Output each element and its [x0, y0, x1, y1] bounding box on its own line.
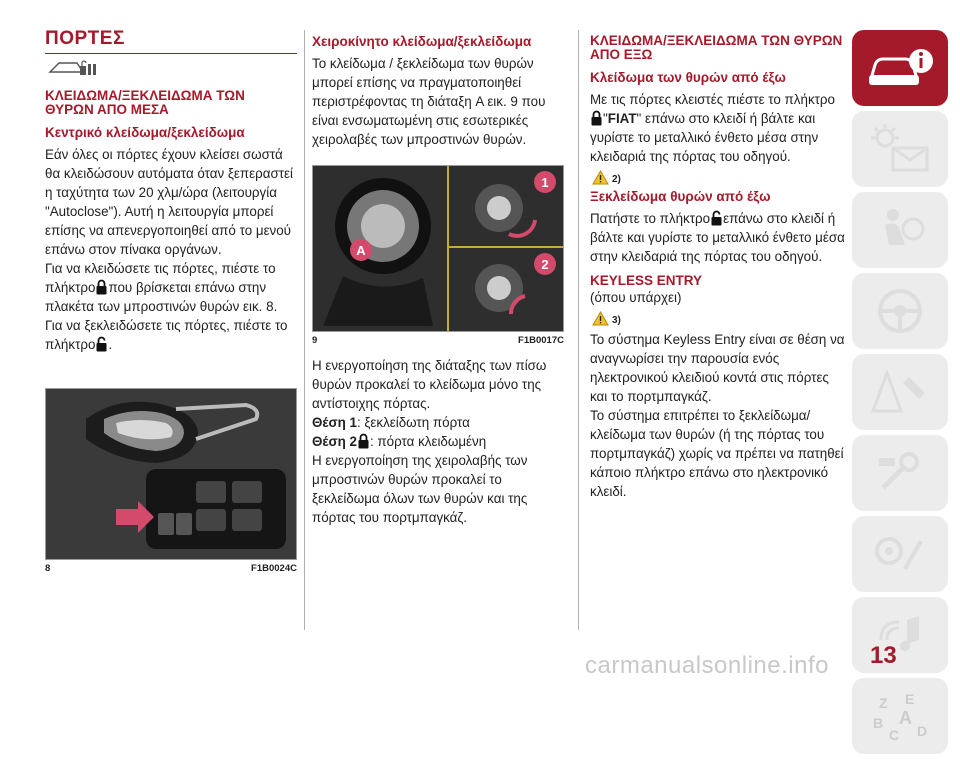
- manual-locking-heading: Χειροκίνητο κλείδωμα/ξεκλείδωμα: [312, 34, 532, 49]
- door-panel-switches-photo: [46, 389, 296, 559]
- seat-airbag-icon: [865, 205, 935, 255]
- svg-text:Z: Z: [879, 695, 888, 711]
- figure-8: [45, 388, 297, 560]
- unlock-outside-paragraph: [590, 209, 845, 266]
- tab-warning-lights[interactable]: [852, 111, 948, 187]
- column-1: [45, 28, 297, 574]
- central-p3-text-b: .: [108, 337, 113, 352]
- lock-icon: [358, 433, 369, 449]
- central-p3-text-a: Για να ξεκλειδώσετε τις πόρτες, πιέστε το πλήκτρο: [45, 318, 288, 352]
- door-lock-symbol-icon: [47, 58, 103, 78]
- svg-text:C: C: [889, 727, 900, 743]
- figure-8-number: 8: [45, 563, 51, 574]
- steering-wheel-icon: [865, 286, 935, 336]
- column-3: [590, 28, 845, 501]
- figure-9-label-2: 2: [541, 257, 549, 272]
- keyless-entry-heading: KEYLESS ENTRY: [590, 273, 703, 288]
- manual-paragraph-2: Η ενεργοποίηση της διάταξης των πίσω θυρών προκαλεί το κλείδωμα μόνο της αντίστοιχης πόρτας.: [312, 358, 547, 411]
- svg-text:B: B: [873, 715, 884, 731]
- index-icon: [865, 688, 935, 744]
- unlock-outside-text-b: επάνω στο κλειδί ή βάλτε και γυρίστε το μεταλλικό ένθετο μέσα στην κλειδαριά της πόρτας του οδηγού.: [590, 211, 845, 264]
- warning-note-2: [592, 170, 845, 185]
- svg-text:A: A: [899, 708, 912, 728]
- keyless-paragraph-2: Το σύστημα επιτρέπει το ξεκλείδωμα/κλείδωμα των θυρών (ή της πόρτας του πορτμπαγκάζ) χωρίς να πρέπει να πατηθεί κάποιο πλήκτρο επάνω στο ηλεκτρονικό κλειδί.: [590, 408, 844, 499]
- warning-2-ref: 2): [612, 174, 621, 185]
- fiat-label: FIAT: [607, 111, 637, 126]
- position-1-label: Θέση 1: [312, 415, 357, 430]
- figure-9-label-1: 1: [541, 175, 549, 190]
- position-1-text: : ξεκλείδωτη πόρτα: [356, 415, 470, 430]
- figure-9-code: F1B0017C: [518, 335, 564, 346]
- warning-triangle-icon: [592, 311, 609, 326]
- central-p2-text-b: που βρίσκεται επάνω στην πλακέτα των μπροστινών θυρών εικ. 8.: [45, 280, 278, 314]
- tab-specifications[interactable]: [852, 516, 948, 592]
- position-2-label: Θέση 2: [312, 434, 357, 449]
- keyless-entry-subtitle: (όπου υπάρχει): [590, 290, 682, 305]
- figure-9: [312, 165, 564, 332]
- section-outside-heading: ΚΛΕΙΔΩΜΑ/ΞΕΚΛΕΙΔΩΜΑ ΤΩΝ ΘΥΡΩΝ ΑΠΟ ΕΞΩ: [590, 33, 843, 62]
- lock-outside-text-b: ": [603, 111, 608, 126]
- central-p2-text-a: Για να κλειδώσετε τις πόρτες, πιέστε το πλήκτρο: [45, 261, 276, 295]
- manual-paragraph-1: Το κλείδωμα / ξεκλείδωμα των θυρών μπορεί επίσης να πραγματοποιηθεί περιστρέφοντας τη διάταξη A εικ. 9 που είναι ενσωματωμένη στις εσωτερικές χειρολαβές των μπροστινών θυρών.: [312, 56, 546, 147]
- key-unlock-button-icon: [711, 210, 722, 226]
- lock-outside-heading: Κλείδωμα των θυρών από έξω: [590, 70, 786, 85]
- chapter-tabs: [852, 30, 948, 759]
- central-locking-heading: Κεντρικό κλείδωμα/ξεκλείδωμα: [45, 125, 245, 140]
- lock-outside-text-c: " επάνω στο κλειδί ή βάλτε και γυρίστε το μεταλλικό ένθετο μέσα στην κλειδαριά της πόρτας του οδηγού.: [590, 111, 819, 164]
- column-2: [312, 28, 570, 527]
- manual-paragraph-3: Η ενεργοποίηση της χειρολαβής των μπροστινών θυρών προκαλεί το ξεκλείδωμα όλων των θυρών και της πόρτας του πορτμπαγκάζ.: [312, 453, 528, 525]
- page-title: ΠΟΡΤΕΣ: [45, 28, 125, 49]
- column-divider-2: [578, 30, 579, 630]
- lock-outside-paragraph: [590, 90, 845, 166]
- central-paragraph-3: [45, 316, 297, 354]
- tab-multimedia[interactable]: [852, 597, 948, 673]
- door-handle-lock-photo: [313, 166, 563, 331]
- lock-outside-text-a: Με τις πόρτες κλειστές πιέστε το πλήκτρο: [590, 92, 835, 107]
- breakdown-icon: [865, 367, 935, 417]
- position-2-line: [312, 432, 570, 451]
- central-paragraph-1: Εάν όλες οι πόρτες έχουν κλείσει σωστά θα κλειδώσουν αυτόματα όταν ξεπεραστεί η ταχύτητα των 20 χλμ/ώρα (λειτουργία "Autoclose"). Αυτή η λειτουργία μπορεί επίσης να απενεργοποιηθεί από το μενού επάνω στον πίνακα οργάνων.: [45, 147, 293, 257]
- warning-triangle-icon: [592, 170, 609, 185]
- keyless-paragraph-1: Το σύστημα Keyless Entry είναι σε θέση να αναγνωρίσει την παρουσία ενός ηλεκτρονικού κλειδιού κοντά στις πόρτες και το πορτμπαγκάζ.: [590, 332, 845, 404]
- lock-button-icon: [96, 279, 107, 295]
- figure-9-caption: [312, 335, 564, 346]
- tab-driving[interactable]: [852, 273, 948, 349]
- tab-maintenance[interactable]: [852, 435, 948, 511]
- car-info-icon: [865, 45, 935, 91]
- figure-8-code: F1B0024C: [251, 563, 297, 574]
- maintenance-icon: [865, 448, 935, 498]
- tab-safety[interactable]: [852, 192, 948, 268]
- key-lock-button-icon: [591, 110, 602, 126]
- svg-text:D: D: [917, 723, 928, 739]
- figure-8-caption: [45, 563, 297, 574]
- position-1-line: [312, 413, 570, 432]
- watermark: carmanualsonline.info: [585, 652, 829, 679]
- page-number: 13: [870, 642, 897, 669]
- figure-9-number: 9: [312, 335, 318, 346]
- section-inside-heading: ΚΛΕΙΔΩΜΑ/ΞΕΚΛΕΙΔΩΜΑ ΤΩΝ ΘΥΡΩΝ ΑΠΟ ΜΕΣΑ: [45, 88, 245, 117]
- title-rule: [45, 53, 297, 54]
- specifications-icon: [865, 529, 935, 579]
- figure-9-label-a: A: [356, 243, 366, 258]
- central-paragraph-2: [45, 259, 297, 316]
- unlock-outside-heading: Ξεκλείδωμα θυρών από έξω: [590, 189, 771, 204]
- warning-lights-icon: [865, 124, 935, 174]
- svg-text:E: E: [905, 691, 915, 707]
- tab-emergency[interactable]: [852, 354, 948, 430]
- warning-note-3: [592, 311, 845, 326]
- column-divider-1: [304, 30, 305, 630]
- unlock-outside-text-a: Πατήστε το πλήκτρο: [590, 211, 711, 226]
- tab-index[interactable]: [852, 678, 948, 754]
- warning-3-ref: 3): [612, 315, 621, 326]
- unlock-button-icon: [96, 336, 107, 352]
- tab-car-info[interactable]: [852, 30, 948, 106]
- position-2-text: : πόρτα κλειδωμένη: [369, 434, 487, 449]
